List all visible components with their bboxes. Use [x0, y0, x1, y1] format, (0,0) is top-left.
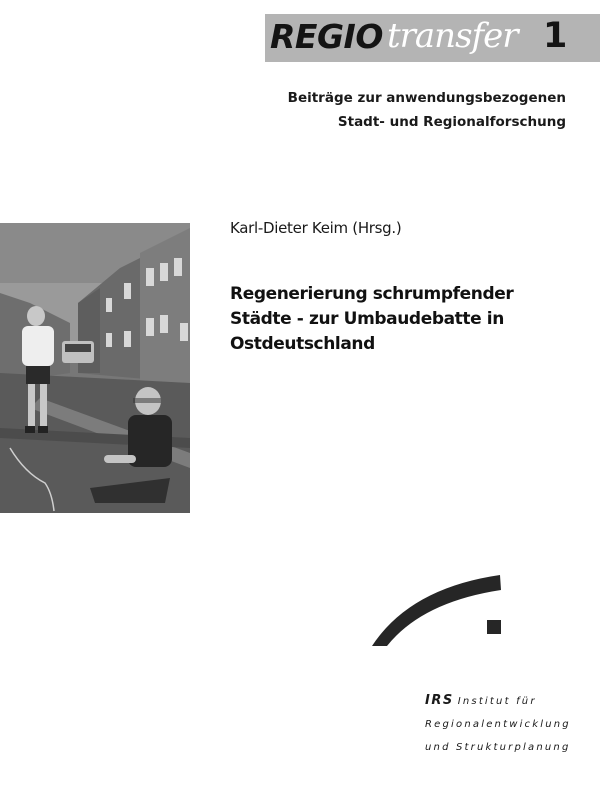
cover-photo [0, 223, 190, 513]
publisher-block [425, 689, 571, 759]
series-banner [265, 14, 600, 62]
volume-number: 1 [543, 16, 568, 56]
publisher-name-line2: Regionalentwicklung [425, 719, 571, 730]
publisher-name-line3: und Strukturplanung [425, 742, 571, 753]
publisher-name-line1: Institut für [457, 696, 537, 707]
series-subtitle [288, 86, 566, 134]
book-title-line3: Ostdeutschland [230, 334, 375, 354]
series-brand-script: transfer [387, 16, 518, 56]
book-title [230, 282, 513, 357]
book-title-line1: Regenerierung schrumpfender [230, 284, 514, 304]
series-subtitle-line1: Beiträge zur anwendungsbezogenen [287, 90, 566, 106]
publisher-abbreviation: IRS [425, 693, 454, 708]
street-photo-icon [0, 223, 190, 513]
arc-and-square-logo-icon [370, 570, 520, 650]
book-title-line2: Städte - zur Umbaudebatte in [230, 309, 504, 329]
series-brand-bold: REGIO [270, 17, 383, 56]
series-subtitle-line2: Stadt- und Regionalforschung [337, 114, 566, 130]
editor-name: Karl-Dieter Keim (Hrsg.) [230, 219, 402, 237]
